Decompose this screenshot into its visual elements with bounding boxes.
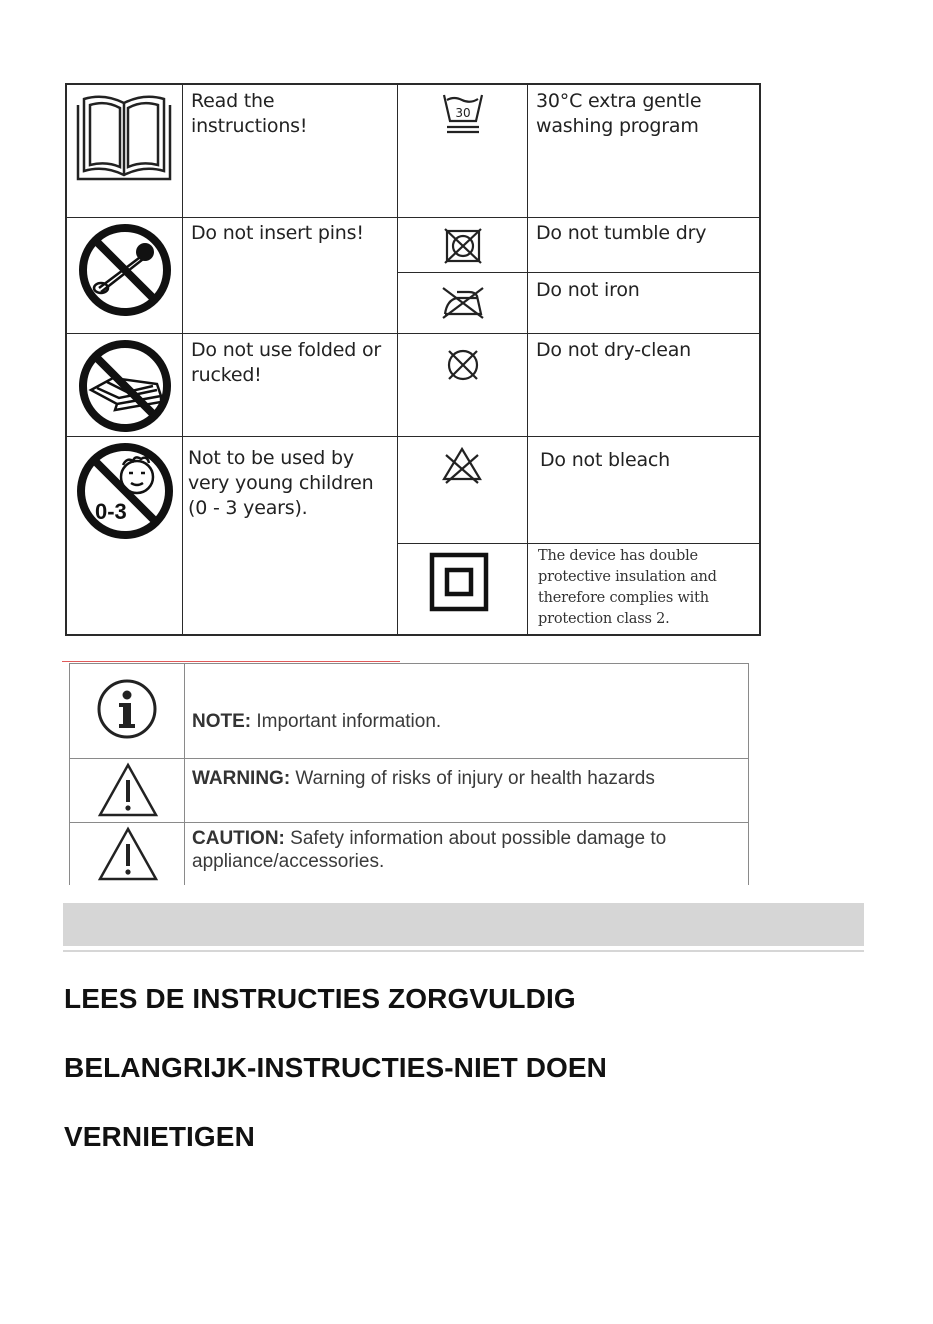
double-insulation-text: The device has double protective insulation and therefore complies with protection class 2. xyxy=(538,548,717,627)
no-dry-clean-icon xyxy=(443,347,483,383)
warning-text: Warning of risks of injury or health hazards xyxy=(290,768,655,789)
no-folded-text: Do not use folded or rucked! xyxy=(191,339,381,386)
no-pins-icon xyxy=(77,222,173,318)
red-rule xyxy=(62,661,400,662)
caution-text: Safety information about possible damage to appliance/accessories. xyxy=(192,828,667,872)
book-icon xyxy=(70,91,178,187)
note-label: NOTE: xyxy=(192,711,252,732)
note-row xyxy=(192,710,732,733)
warning-label: WARNING: xyxy=(192,768,291,789)
wash-tub-30-icon xyxy=(442,91,484,135)
caution-triangle-icon xyxy=(97,826,159,882)
info-icon xyxy=(96,678,158,740)
class-2-icon xyxy=(429,552,489,612)
notes-table xyxy=(69,663,749,885)
section-band xyxy=(63,903,864,946)
no-folded-icon xyxy=(77,338,173,434)
read-instructions-text: Read the instructions! xyxy=(191,90,308,137)
warning-row xyxy=(192,767,732,790)
no-children-text: Not to be used by very young children (0 - 3 years). xyxy=(188,447,374,519)
no-iron-icon xyxy=(439,286,487,320)
warning-triangle-icon xyxy=(97,762,159,818)
note-text: Important information. xyxy=(251,711,442,732)
heading-line-3: VERNIETIGEN xyxy=(64,1121,255,1152)
heading-line-2: BELANGRIJK-INSTRUCTIES-NIET DOEN xyxy=(64,1052,607,1083)
no-iron-text: Do not iron xyxy=(536,279,640,301)
wash-30-text: 30°C extra gentle washing program xyxy=(536,90,702,137)
no-children-icon xyxy=(75,441,175,541)
heading-line-1: LEES DE INSTRUCTIES ZORGVULDIG xyxy=(64,983,576,1014)
no-tumble-dry-text: Do not tumble dry xyxy=(536,222,707,244)
age-range-label: 0-3 xyxy=(95,499,127,524)
no-dry-clean-text: Do not dry-clean xyxy=(536,339,691,361)
no-tumble-dry-icon xyxy=(443,228,483,264)
no-pins-text: Do not insert pins! xyxy=(191,222,364,244)
caution-row xyxy=(192,827,732,873)
section-rule xyxy=(63,950,864,952)
caution-label: CAUTION: xyxy=(192,828,285,849)
symbols-table xyxy=(65,83,761,636)
no-bleach-text: Do not bleach xyxy=(540,449,671,471)
wash-temp-label: 30 xyxy=(455,106,471,120)
no-bleach-icon xyxy=(440,445,484,485)
